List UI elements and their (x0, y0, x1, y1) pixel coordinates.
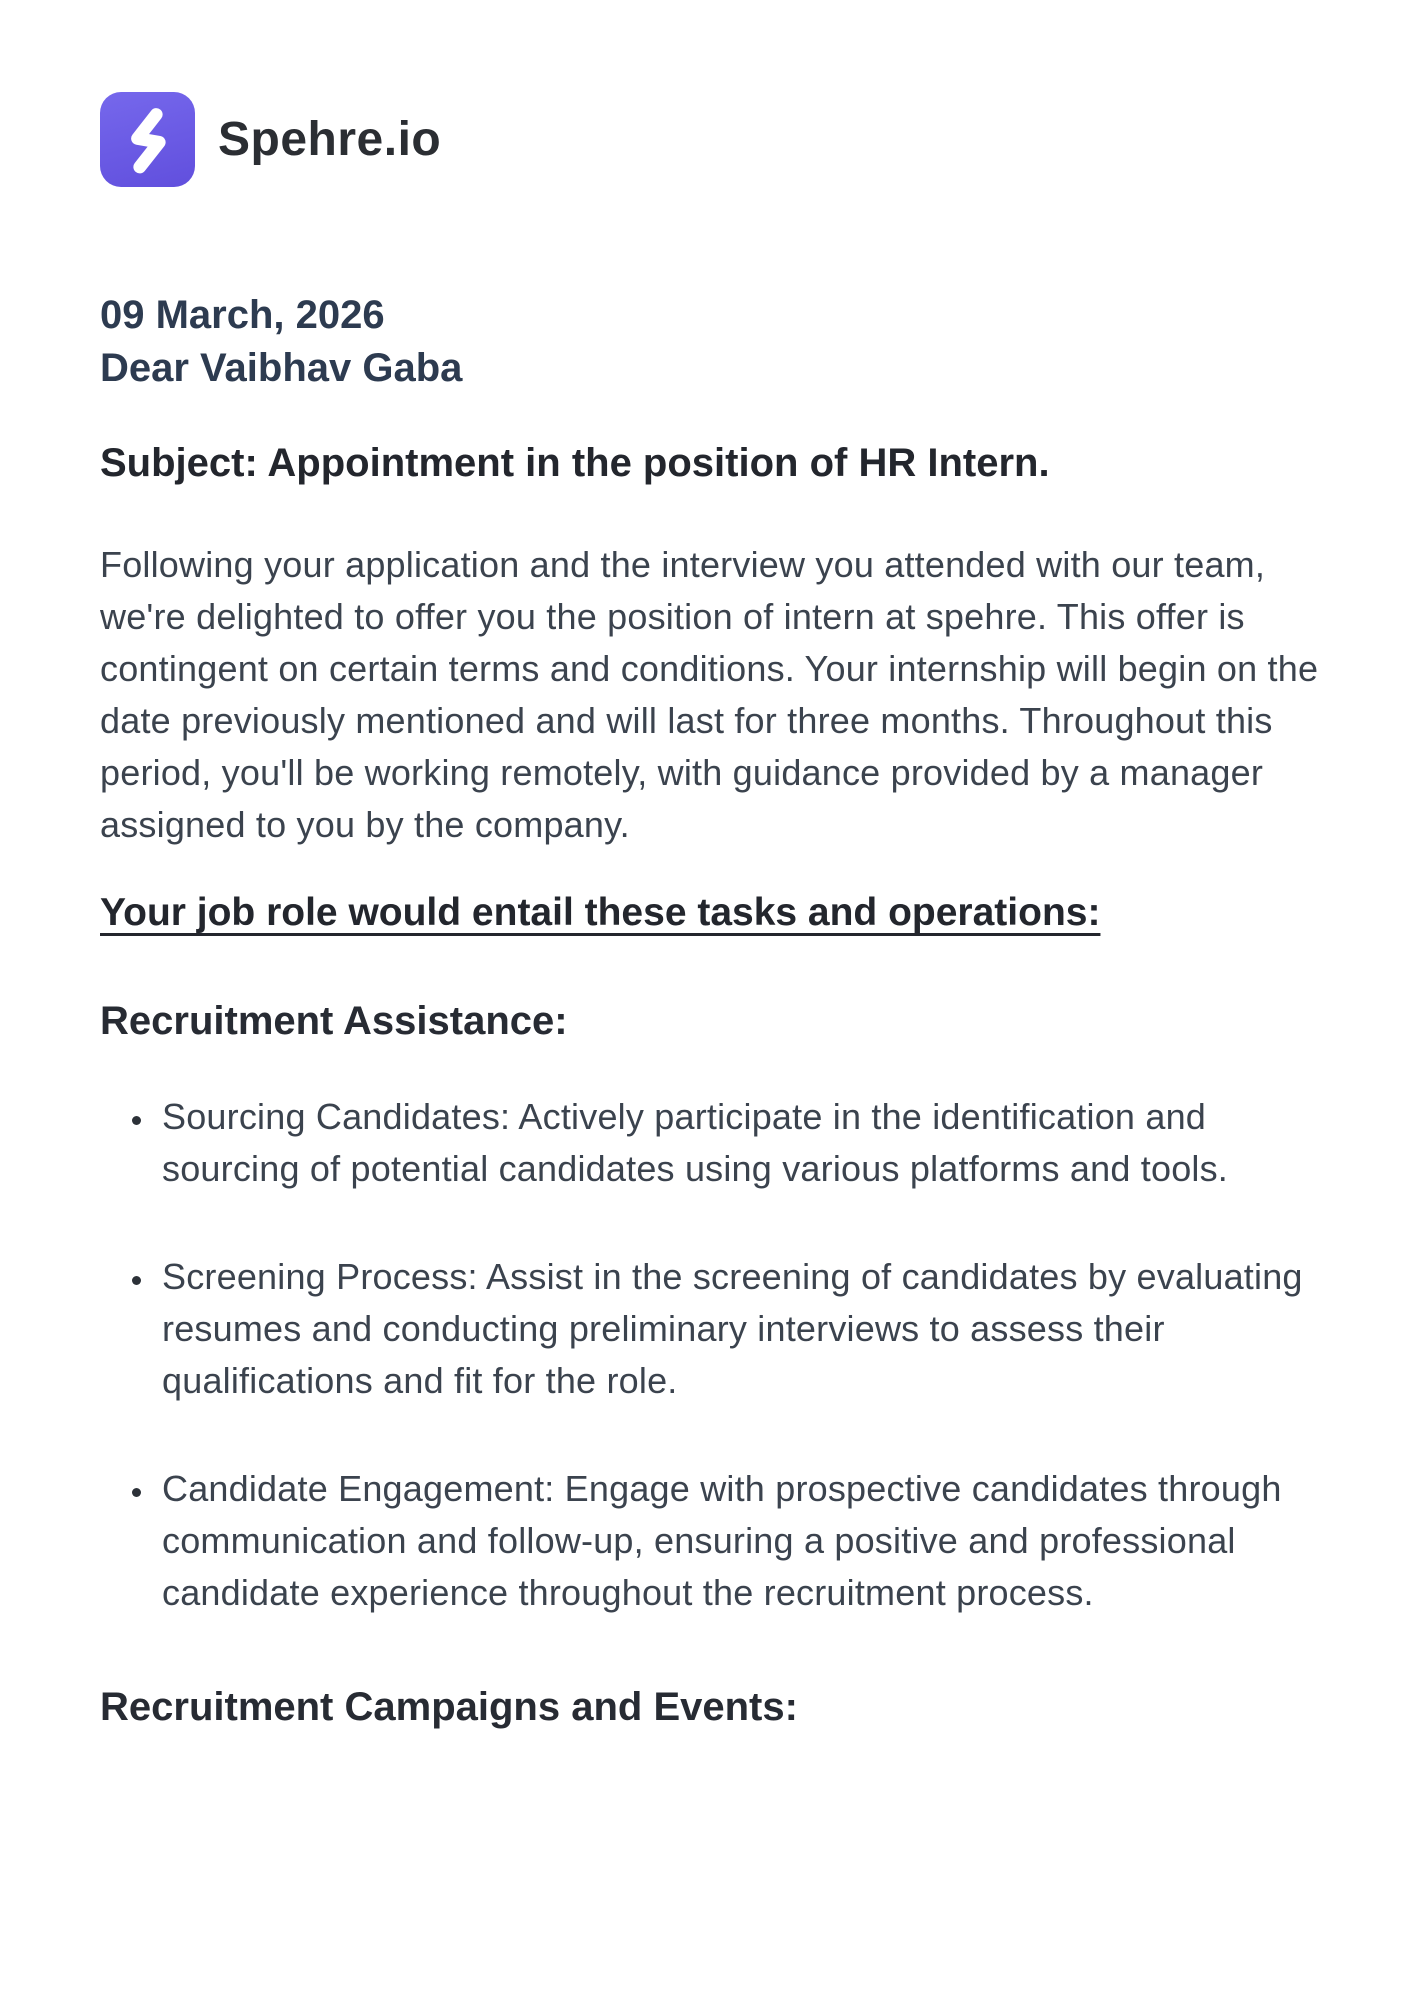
letter-content (100, 0, 1320, 1733)
tasks-heading: Your job role would entail these tasks and operations: (100, 891, 1101, 934)
brand-name: Spehre.io (218, 113, 442, 166)
brand-logo (100, 92, 195, 187)
section-title-recruitment-campaigns: Recruitment Campaigns and Events: (100, 1685, 798, 1729)
intro-paragraph: Following your application and the interview you attended with our team, we're delighted to offer you the position of intern at spehre. This offer is contingent on certain terms and conditions. Your internship will begin on the date previously mentioned and will last for three months. Throughout this period, you'll be working remotely, with guidance provided by a manager assigned to you by the company. (100, 544, 1319, 845)
list-item: • Screening Process: Assist in the screening of candidates by evaluating resumes and conducting preliminary interviews to assess their qualifications and fit for the role. (156, 1251, 1320, 1407)
letter-date: 09 March, 2026 (100, 293, 385, 337)
subject-line: Subject: Appointment in the position of HR Intern. (100, 441, 1050, 485)
brand-header (100, 0, 1320, 187)
task-list (100, 1091, 1320, 1619)
list-item: • Sourcing Candidates: Actively participate in the identification and sourcing of potential candidates using various platforms and tools. (156, 1091, 1320, 1195)
section-title-recruitment-assistance: Recruitment Assistance: (100, 999, 568, 1043)
s-bolt-icon (112, 104, 184, 176)
greeting: Dear Vaibhav Gaba (100, 346, 463, 390)
list-item: • Candidate Engagement: Engage with prospective candidates through communication and follow-up, ensuring a positive and professional candidate experience throughout the recruitment process. (156, 1463, 1320, 1619)
